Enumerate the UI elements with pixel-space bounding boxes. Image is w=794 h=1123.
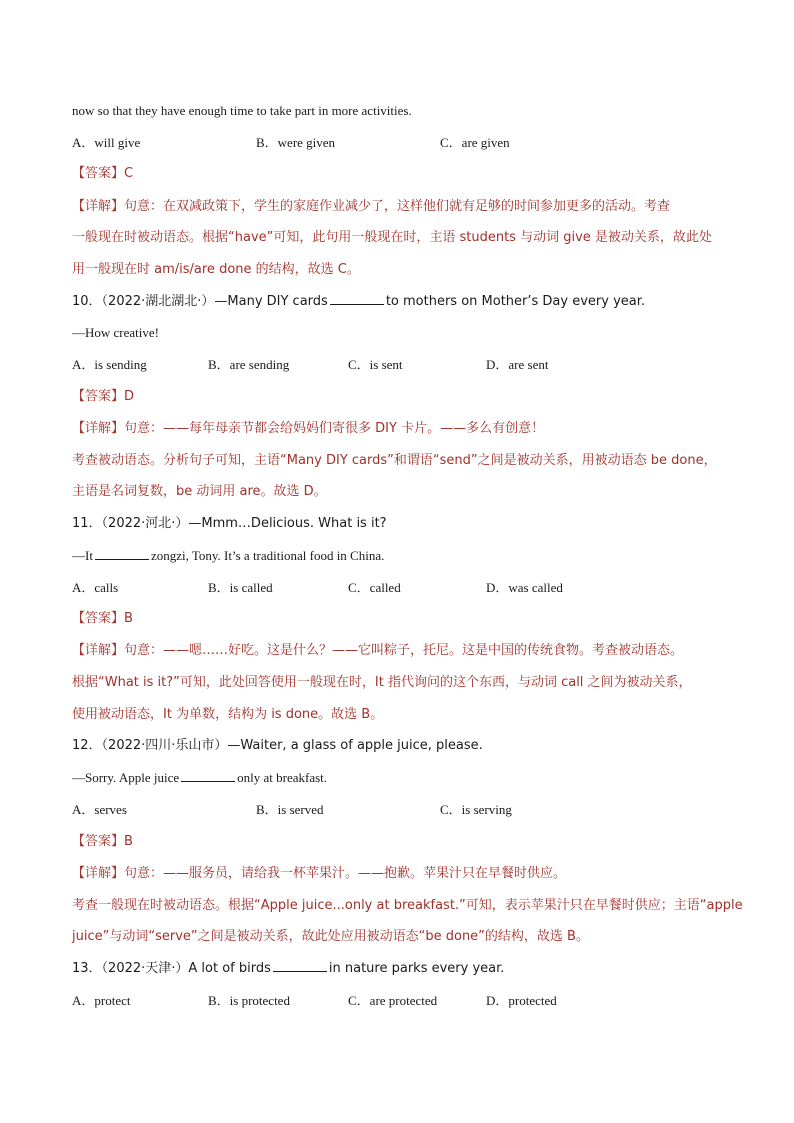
q10-detail-line2: 考查被动语态。分析句子可知，主语“Many DIY cards”和谓语“send”之间是被动关系，用被动语态 be done， — [72, 453, 717, 468]
answer-blank — [95, 547, 149, 560]
q12-detail: 【详解】句意：——服务员，请给我一杯苹果汁。——抱歉。苹果汁只在早餐时供应。 — [72, 866, 567, 881]
q12-option-a: A．serves — [72, 802, 127, 817]
q10-option-b: B．are sending — [208, 357, 290, 372]
answer-blank — [273, 959, 327, 972]
q10-option-d: D．are sent — [486, 357, 549, 372]
question-12-stem: 12．（2022·四川·乐山市）—Waiter, a glass of apple juice, please. — [72, 738, 483, 753]
q11-detail: 【详解】句意：——嗯……好吃。这是什么？——它叫粽子，托尼。这是中国的传统食物。考查被动语态。 — [72, 643, 684, 658]
q9-detail-line3: 用一般现在时 am/is/are done 的结构，故选 C。 — [72, 262, 360, 277]
question-12-line2: —Sorry. Apple juice only at breakfast. — [72, 770, 328, 785]
q9-option-b: B．were given — [256, 135, 336, 150]
q10-option-c: C．is sent — [348, 357, 403, 372]
q9-detail: 【详解】句意：在双减政策下，学生的家庭作业减少了，这样他们就有足够的时间参加更多的活动。考查 — [72, 199, 671, 214]
q10-answer: 【答案】D — [72, 389, 135, 404]
q13-option-a: A．protect — [72, 993, 131, 1008]
q11-detail-line2: 根据“What is it?”可知，此处回答使用一般现在时，It 指代询问的这个东西，与动词 call 之间为被动关系， — [72, 675, 692, 690]
q9-option-a: A．will give — [72, 135, 141, 150]
q11-option-c: C．called — [348, 580, 401, 595]
q9-answer: 【答案】C — [72, 166, 134, 181]
q10-detail: 【详解】句意：——每年母亲节都会给妈妈们寄很多 DIY 卡片。——多么有创意！ — [72, 421, 545, 436]
answer-blank — [330, 292, 384, 305]
q10-option-a: A．is sending — [72, 357, 147, 372]
question-13-stem: 13．（2022·天津·）A lot of birds in nature parks every year. — [72, 961, 505, 976]
q11-answer: 【答案】B — [72, 611, 133, 626]
question-10-stem: 10．（2022·湖北湖北·）—Many DIY cards to mothers on Mother’s Day every year. — [72, 294, 646, 309]
q12-option-c: C．is serving — [440, 802, 512, 817]
q9-detail-line2: 一般现在时被动语态。根据“have”可知，此句用一般现在时，主语 students 与动词 give 是被动关系，故此处 — [72, 230, 712, 245]
question-11-stem: 11．（2022·河北·）—Mmm…Delicious. What is it? — [72, 516, 387, 531]
q13-option-c: C．are protected — [348, 993, 438, 1008]
q11-detail-line3: 使用被动语态，It 为单数，结构为 is done。故选 B。 — [72, 707, 384, 722]
q12-detail-line2: 考查一般现在时被动语态。根据“Apple juice...only at breakfast.”可知，表示苹果汁只在早餐时供应；主语“apple — [72, 898, 743, 913]
q10-detail-line3: 主语是名词复数，be 动词用 are。故选 D。 — [72, 484, 327, 499]
q13-option-d: D．protected — [486, 993, 557, 1008]
question-11-line2: —It zongzi, Tony. It’s a traditional food in China. — [72, 548, 385, 563]
question-10-line2: —How creative! — [72, 325, 159, 340]
question-9-stem-end: now so that they have enough time to take part in more activities. — [72, 103, 412, 118]
q11-option-d: D．was called — [486, 580, 563, 595]
answer-blank — [181, 769, 235, 782]
q13-option-b: B．is protected — [208, 993, 290, 1008]
q11-option-b: B．is called — [208, 580, 273, 595]
q11-option-a: A．calls — [72, 580, 119, 595]
q9-option-c: C．are given — [440, 135, 510, 150]
q12-option-b: B．is served — [256, 802, 324, 817]
q12-answer: 【答案】B — [72, 834, 133, 849]
q12-detail-line3: juice”与动词“serve”之间是被动关系，故此处应用被动语态“be done”的结构，故选 B。 — [72, 929, 589, 944]
